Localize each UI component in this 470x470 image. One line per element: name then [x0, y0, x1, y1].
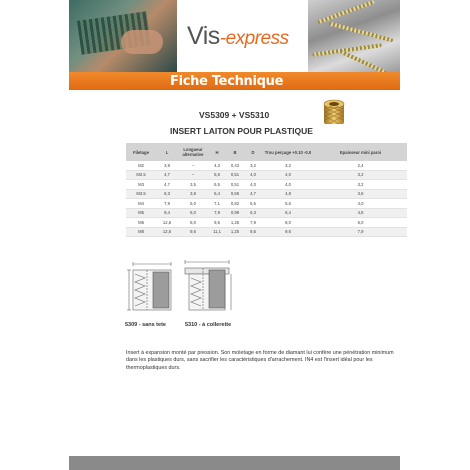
table-row: [126, 189, 407, 199]
table-cell: 3,2: [314, 180, 407, 190]
table-cell: 3,2: [244, 161, 262, 170]
caption-5309: 5309 - sans tete: [125, 322, 166, 328]
table-cell: 7,1: [208, 199, 226, 209]
table-cell: 6,4: [262, 208, 314, 218]
brass-insert-icon: [319, 96, 349, 128]
header: [69, 0, 400, 72]
table-cell: 0,51: [226, 170, 244, 180]
table-cell: 7,9: [208, 208, 226, 218]
screw-graphic: [317, 0, 375, 24]
table-cell: 4,8: [314, 208, 407, 218]
brand-name-main: Vis: [187, 22, 220, 50]
table-cell: 0,82: [226, 199, 244, 209]
table-cell: 0,51: [226, 180, 244, 190]
table-cell: 0,43: [226, 161, 244, 170]
table-cell: 12,6: [156, 218, 178, 228]
table-cell: M2: [126, 161, 156, 170]
table-cell: 0,99: [226, 208, 244, 218]
product-description: Insert à expansion monté par pression. Son moletage en forme de diamant lui confère une pénétration minimum dans les plastiques durs, sans sacrifier les caractéristiques d'arrachement. IN4 est l'insert idéal pour les thermoplastiques durs.: [126, 350, 394, 371]
table-cell: 5,4: [208, 189, 226, 199]
table-cell: M3.5: [126, 189, 156, 199]
table-cell: 9,5: [178, 227, 208, 237]
table-row: [126, 170, 407, 180]
screw-graphic: [339, 50, 386, 75]
table-cell: 4,3: [208, 161, 226, 170]
table-cell: 9,4: [156, 208, 178, 218]
table-cell: 4,7: [156, 180, 178, 190]
table-cell: 7,9: [244, 218, 262, 228]
drawing-5309-icon: [127, 258, 179, 316]
table-cell: 3,8: [178, 189, 208, 199]
table-cell: M8: [126, 227, 156, 237]
table-cell: 6,0: [178, 208, 208, 218]
table-cell: –: [178, 170, 208, 180]
table-cell: 1,25: [226, 218, 244, 228]
table-cell: 9,5: [244, 227, 262, 237]
table-row: [126, 218, 407, 228]
table-cell: 1,25: [226, 227, 244, 237]
col-header: Epaisseur mini paroi: [314, 143, 407, 161]
col-header: Filetage: [126, 143, 156, 161]
table-cell: 9,5: [208, 218, 226, 228]
table-cell: 5,0: [178, 199, 208, 209]
banner-title: Fiche Technique: [170, 74, 284, 89]
hand-graphic: [121, 30, 163, 54]
table-cell: 12,6: [156, 227, 178, 237]
table-cell: 11,1: [208, 227, 226, 237]
table-cell: 0,66: [226, 189, 244, 199]
table-cell: M6: [126, 218, 156, 228]
table-cell: 3,2: [262, 161, 314, 170]
table-cell: 4,7: [244, 189, 262, 199]
footer-bar: [69, 456, 400, 470]
table-cell: 4,0: [244, 180, 262, 190]
table-cell: 4,0: [314, 199, 407, 209]
table-cell: 5,5: [208, 170, 226, 180]
product-name: INSERT LAITON POUR PLASTIQUE: [170, 126, 313, 136]
table-header-row: [126, 143, 407, 161]
col-header: L: [156, 143, 178, 161]
product-codes: VS5309 + VS5310: [199, 110, 270, 120]
table-row: [126, 180, 407, 190]
table-cell: 4,8: [262, 189, 314, 199]
col-header: Trou perçage +0.10 -0.0: [262, 143, 314, 161]
table-cell: 7,9: [156, 199, 178, 209]
table-cell: 5,5: [244, 199, 262, 209]
screw-graphic: [329, 22, 394, 43]
col-header: D: [244, 143, 262, 161]
table-cell: –: [178, 161, 208, 170]
table-cell: M2.5: [126, 170, 156, 180]
table-row: [126, 227, 407, 237]
table-cell: 3,5: [178, 180, 208, 190]
table-cell: 3,6: [314, 189, 407, 199]
table-cell: M3: [126, 180, 156, 190]
specification-table: [126, 143, 407, 237]
table-cell: 2,4: [314, 161, 407, 170]
table-cell: 4,7: [156, 170, 178, 180]
table-cell: M4: [126, 199, 156, 209]
table-cell: 9,6: [262, 227, 314, 237]
table-cell: 6,0: [314, 218, 407, 228]
header-photo-screws: [308, 0, 400, 72]
table-cell: 8,0: [178, 218, 208, 228]
table-cell: 5,5: [208, 180, 226, 190]
brand-logo: [187, 22, 289, 51]
brand-name-accent: -express: [219, 28, 289, 49]
table-cell: 5,6: [262, 199, 314, 209]
table-cell: 4,0: [262, 180, 314, 190]
table-row: [126, 161, 407, 170]
col-header: Longueur alternative: [178, 143, 208, 161]
tech-sheet: [69, 0, 400, 470]
header-photo-electronics: [69, 0, 177, 72]
drawing-5310-icon: [181, 258, 233, 316]
table-cell: 3,2: [314, 170, 407, 180]
table-cell: 8,0: [262, 218, 314, 228]
caption-5310: 5310 - à collerette: [185, 322, 232, 328]
table-cell: 3,9: [156, 161, 178, 170]
table-cell: 4,0: [244, 170, 262, 180]
table-cell: 7,9: [314, 227, 407, 237]
col-header: B: [226, 143, 244, 161]
col-header: H: [208, 143, 226, 161]
table-cell: M5: [126, 208, 156, 218]
table-cell: 6,3: [244, 208, 262, 218]
table-row: [126, 199, 407, 209]
table-row: [126, 208, 407, 218]
table-cell: 6,3: [156, 189, 178, 199]
table-cell: 4,0: [262, 170, 314, 180]
table-body: [126, 161, 407, 237]
